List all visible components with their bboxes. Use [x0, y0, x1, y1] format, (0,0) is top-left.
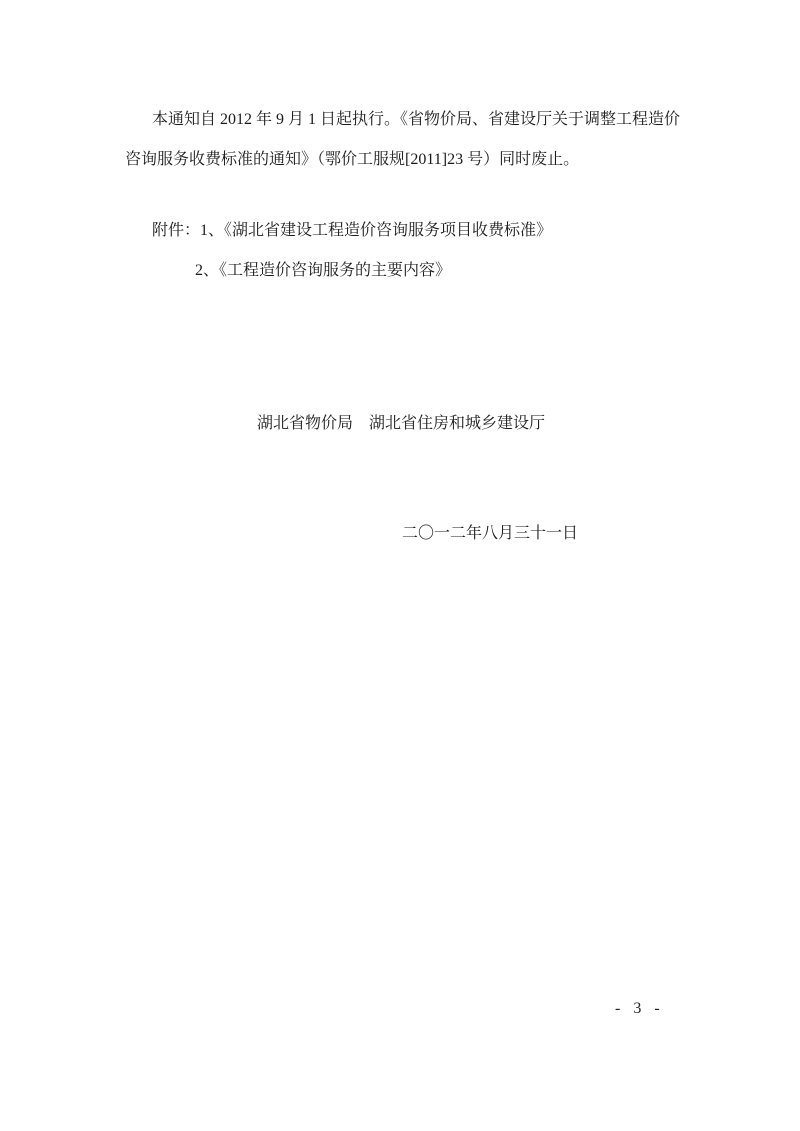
- paragraph-line-2: 咨询服务收费标准的通知》（鄂价工服规[2011]23 号）同时废止。: [125, 151, 580, 168]
- attachment-item-2: 2、《工程造价咨询服务的主要内容》: [195, 262, 452, 279]
- page-number: - 3 -: [615, 1000, 662, 1017]
- issuing-agencies: 湖北省物价局 湖北省住房和城乡建设厅: [257, 415, 546, 432]
- paragraph-line-1: 本通知自 2012 年 9 月 1 日起执行。《省物价局、省建设厅关于调整工程造价: [152, 111, 681, 128]
- issue-date: 二〇一二年八月三十一日: [402, 525, 579, 542]
- body-paragraph: [125, 100, 680, 180]
- attachments-list: [125, 211, 552, 291]
- attachment-item-1: 附件：1、《湖北省建设工程造价咨询服务项目收费标准》: [152, 222, 553, 239]
